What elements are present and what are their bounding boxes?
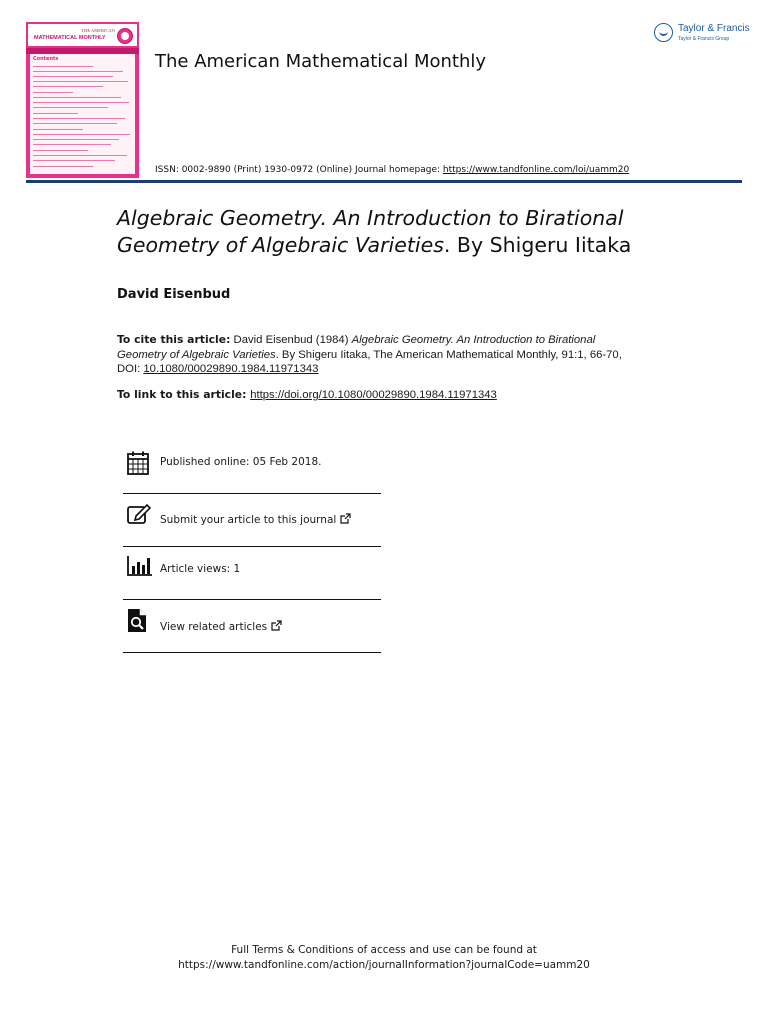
related-articles-label: View related articles bbox=[160, 621, 268, 633]
publisher-name: Taylor & Francis bbox=[678, 23, 750, 34]
issn-line bbox=[155, 165, 629, 175]
cover-brand-line-1: THE AMERICAN bbox=[81, 28, 115, 33]
publisher-group: Taylor & Francis Group bbox=[678, 36, 730, 42]
cover-brand-line-2: MATHEMATICAL MONTHLY bbox=[34, 35, 106, 41]
cover-contents-label: Contents bbox=[33, 56, 59, 62]
cover-text-line bbox=[33, 166, 93, 167]
citation-italic-title: Algebraic Geometry. An Introduction to Birational Geometry of Algebraic Varieties bbox=[117, 334, 596, 361]
cover-text-line bbox=[33, 123, 117, 124]
cover-text-line bbox=[33, 71, 123, 72]
document-search-icon bbox=[127, 608, 147, 633]
citation-suffix: . By Shigeru Iitaka, The American Mathematical Monthly, 91:1, 66-70, DOI: bbox=[117, 348, 622, 376]
journal-cover-thumbnail bbox=[26, 22, 139, 178]
terms-footer-url[interactable]: https://www.tandfonline.com/action/journalInformation?journalCode=uamm20 bbox=[178, 959, 590, 971]
submit-article-link[interactable] bbox=[160, 513, 351, 526]
cover-text-line bbox=[33, 113, 78, 114]
submit-article-label: Submit your article to this journal bbox=[160, 514, 337, 526]
cover-text-line bbox=[33, 107, 108, 108]
edit-icon bbox=[127, 504, 151, 524]
publisher-logo[interactable] bbox=[654, 22, 754, 48]
cover-text-line bbox=[33, 134, 130, 135]
journal-homepage-link[interactable]: https://www.tandfonline.com/loi/uamm20 bbox=[442, 165, 630, 175]
related-articles-link[interactable] bbox=[160, 620, 282, 633]
article-title bbox=[117, 205, 677, 259]
cover-text-line bbox=[33, 118, 125, 119]
external-link-icon bbox=[340, 513, 351, 524]
published-online-text: Published online: 05 Feb 2018. bbox=[160, 456, 322, 468]
cover-text-line bbox=[33, 150, 88, 151]
article-views-row bbox=[123, 547, 381, 600]
cover-text-line bbox=[33, 86, 103, 87]
terms-footer-line-1: Full Terms & Conditions of access and use can be found at bbox=[231, 944, 537, 956]
article-title-rest: . By Shigeru Iitaka bbox=[443, 233, 632, 257]
cover-text-line bbox=[33, 81, 128, 82]
cover-text-line bbox=[33, 97, 121, 98]
journal-title: The American Mathematical Monthly bbox=[155, 51, 487, 72]
cover-text-line bbox=[33, 76, 113, 77]
cover-text-line bbox=[33, 129, 83, 130]
cover-text-line bbox=[33, 139, 119, 140]
citation-lead: To cite this article: bbox=[117, 333, 231, 346]
article-actions bbox=[123, 441, 381, 653]
article-doi-link[interactable]: https://doi.org/10.1080/00029890.1984.11971343 bbox=[250, 389, 497, 401]
article-views-text: Article views: 1 bbox=[160, 563, 241, 575]
author-name: David Eisenbud bbox=[117, 287, 231, 302]
terms-footer bbox=[0, 943, 768, 973]
cover-text-line bbox=[33, 102, 129, 103]
cover-text-line bbox=[33, 144, 111, 145]
cover-masthead bbox=[26, 22, 139, 48]
cover-text-line bbox=[33, 155, 127, 156]
external-link-icon bbox=[271, 620, 282, 631]
related-articles-row[interactable] bbox=[123, 600, 381, 653]
submit-article-row[interactable] bbox=[123, 494, 381, 547]
cover-text-line bbox=[33, 92, 73, 93]
cover-text-line bbox=[33, 160, 115, 161]
header-divider bbox=[26, 180, 742, 183]
cover-logo-icon bbox=[117, 28, 133, 44]
citation-block bbox=[117, 333, 637, 377]
cover-contents-page bbox=[30, 54, 135, 174]
publisher-logo-icon bbox=[654, 23, 673, 42]
article-title-italic: Algebraic Geometry. An Introduction to Birational Geometry of Algebraic Varieties bbox=[117, 206, 624, 257]
link-lead: To link to this article: bbox=[117, 388, 251, 401]
issn-text: ISSN: 0002-9890 (Print) 1930-0972 (Online) Journal homepage: bbox=[155, 165, 443, 175]
published-online-row bbox=[123, 441, 381, 494]
calendar-icon bbox=[127, 451, 149, 475]
citation-prefix: David Eisenbud (1984) bbox=[230, 334, 352, 346]
citation-doi-link[interactable]: 10.1080/00029890.1984.11971343 bbox=[143, 363, 319, 376]
bar-chart-icon bbox=[127, 556, 153, 576]
cover-text-line bbox=[33, 66, 93, 67]
article-link-line bbox=[117, 388, 497, 401]
